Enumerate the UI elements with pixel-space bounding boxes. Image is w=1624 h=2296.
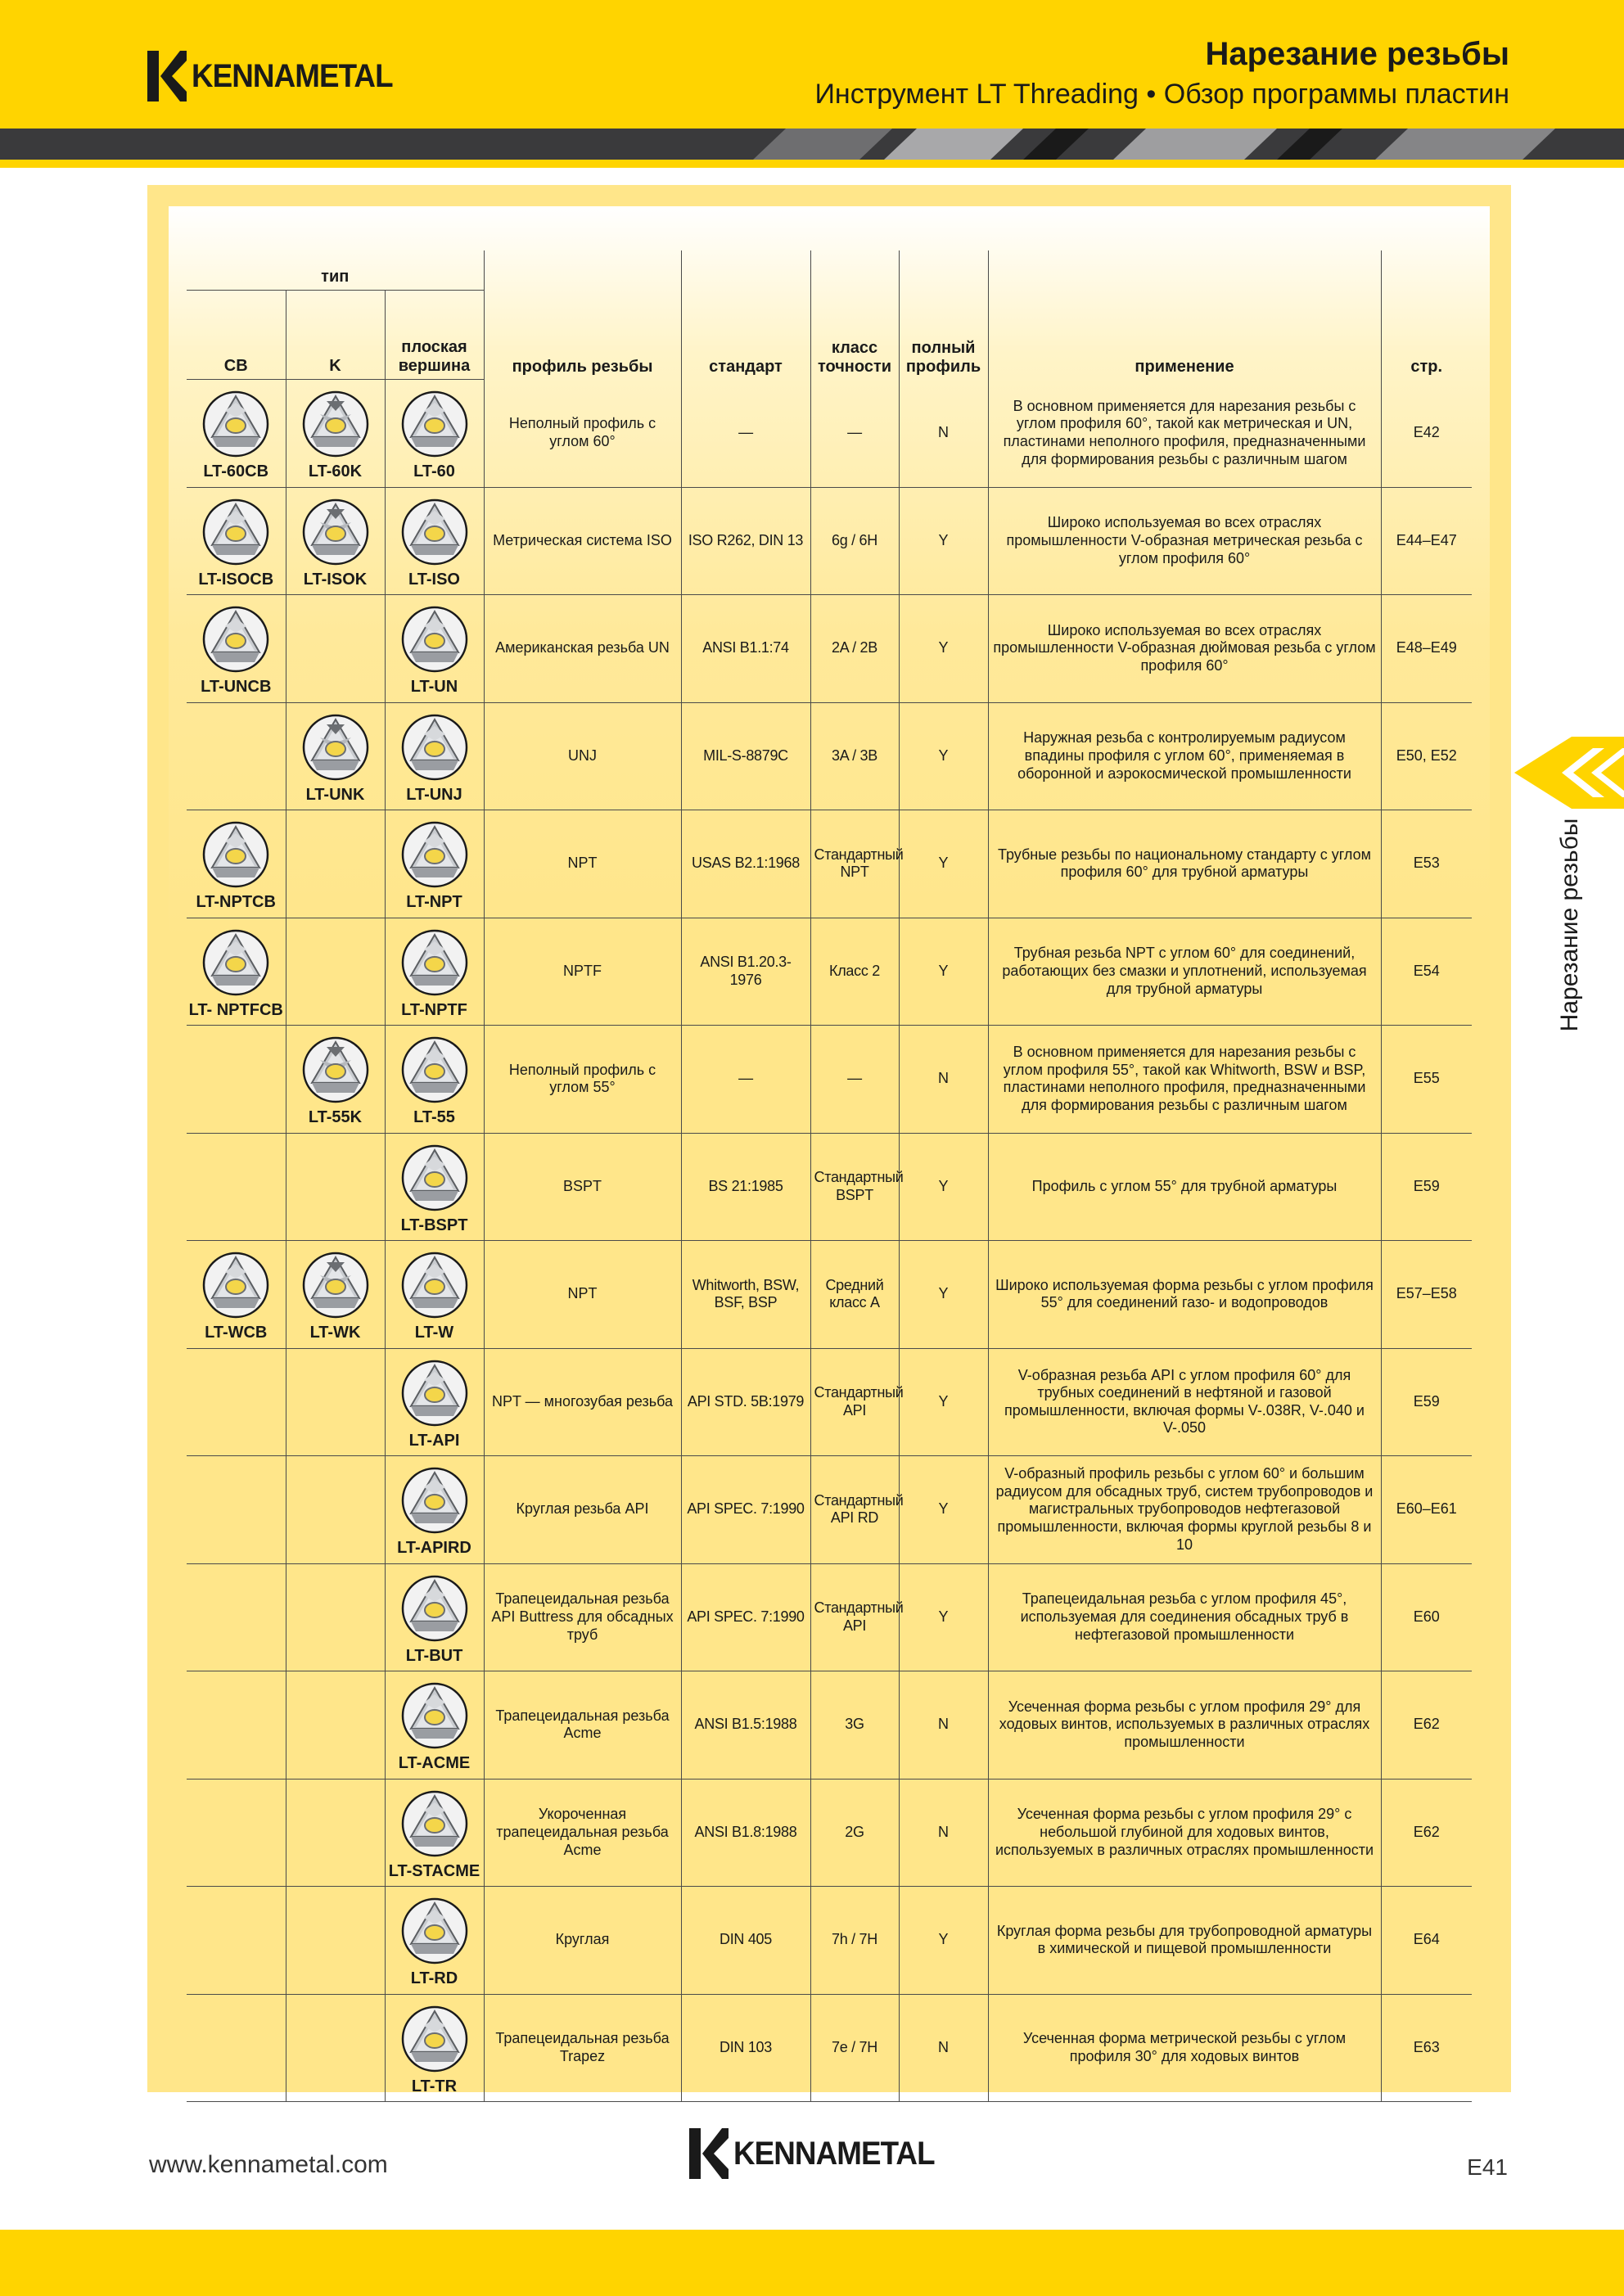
insert-flat-cell xyxy=(385,1133,484,1241)
insert-code: LT-NPT xyxy=(406,893,462,912)
insert-code: LT-NPTCB xyxy=(196,893,276,912)
threading-insert-icon xyxy=(401,1466,468,1540)
page-ref-cell: E62 xyxy=(1381,1671,1472,1780)
standard-cell: API STD. 5B:1979 xyxy=(681,1348,810,1456)
standard-cell: ANSI B1.1:74 xyxy=(681,595,810,703)
class-cell: Стандартный BSPT xyxy=(810,1133,899,1241)
insert-code: LT- NPTFCB xyxy=(188,1000,283,1019)
insert-cb-cell xyxy=(187,595,286,703)
page-header xyxy=(0,0,1624,129)
threading-insert-icon xyxy=(202,390,269,463)
threading-insert-icon xyxy=(401,1143,468,1217)
insert-item xyxy=(389,1569,480,1666)
insert-item xyxy=(389,1031,480,1127)
insert-code: LT-TR xyxy=(411,2077,458,2095)
thread-profile-cell: Трапецеидальная резьба Acme xyxy=(484,1671,681,1780)
threading-insert-icon xyxy=(202,498,269,571)
threading-insert-icon xyxy=(401,820,468,894)
application-cell: Усеченная форма метрической резьбы с углом профиля 30° для ходовых винтов xyxy=(988,1994,1381,2102)
insert-item xyxy=(389,815,480,912)
table-row xyxy=(187,1779,1472,1887)
kennametal-logo xyxy=(147,51,410,101)
insert-code: LT-APIRD xyxy=(397,1539,471,1558)
application-cell: Наружная резьба с контролируемым радиусом впадины профиля с углом 60°, применяемая в оборонной и аэрокосмической промышленности xyxy=(988,702,1381,810)
insert-cb-cell xyxy=(187,1887,286,1995)
application-cell: Трубные резьбы по национальному стандарту с углом профиля 60° для трубной арматуры xyxy=(988,810,1381,918)
class-cell: Стандартный API RD xyxy=(810,1456,899,1564)
insert-k-cell xyxy=(286,1563,385,1671)
insert-item xyxy=(389,1139,480,1235)
class-cell: 2G xyxy=(810,1779,899,1887)
insert-cb-cell xyxy=(187,1241,286,1349)
insert-item xyxy=(389,600,480,697)
thread-profile-cell: UNJ xyxy=(484,702,681,810)
application-header: применение xyxy=(988,250,1381,380)
insert-flat-cell xyxy=(385,1456,484,1564)
page-ref-cell: E59 xyxy=(1381,1133,1472,1241)
standard-cell: MIL-S-8879C xyxy=(681,702,810,810)
page-ref-cell: E57–E58 xyxy=(1381,1241,1472,1349)
threading-insert-icon xyxy=(202,1251,269,1324)
insert-program-table-area xyxy=(169,206,1490,2095)
thread-profile-cell: Круглая xyxy=(484,1887,681,1995)
full-profile-cell: Y xyxy=(899,1563,988,1671)
threading-insert-icon xyxy=(401,1359,468,1432)
application-cell: Широко используемая форма резьбы с углом профиля 55° для соединений газо- и водопроводов xyxy=(988,1241,1381,1349)
full-profile-cell: Y xyxy=(899,1348,988,1456)
full-profile-cell: Y xyxy=(899,1133,988,1241)
header-stripe-accent xyxy=(0,160,1624,168)
threading-insert-icon xyxy=(401,1574,468,1648)
threading-insert-icon xyxy=(401,390,468,463)
insert-item xyxy=(389,1784,480,1881)
threading-insert-icon xyxy=(202,928,269,1002)
page-ref-cell: E55 xyxy=(1381,1026,1472,1134)
thread-profile-cell: Неполный профиль с углом 60° xyxy=(484,380,681,488)
page-ref-cell: E60–E61 xyxy=(1381,1456,1472,1564)
thread-profile-cell: Круглая резьба API xyxy=(484,1456,681,1564)
thread-profile-cell: Трапецеидальная резьба API Buttress для обсадных труб xyxy=(484,1563,681,1671)
class-cell: 7e / 7H xyxy=(810,1994,899,2102)
insert-flat-cell xyxy=(385,1671,484,1780)
table-row xyxy=(187,487,1472,595)
insert-item xyxy=(290,1031,381,1127)
page-ref-cell: E59 xyxy=(1381,1348,1472,1456)
full-profile-cell: N xyxy=(899,1994,988,2102)
insert-cb-cell xyxy=(187,1779,286,1887)
full-profile-cell: N xyxy=(899,1671,988,1780)
table-row xyxy=(187,1133,1472,1241)
insert-overview-table xyxy=(187,250,1472,2102)
table-row xyxy=(187,595,1472,703)
footer-kennametal-logo xyxy=(689,2128,952,2179)
application-cell: Трубная резьба NPT с углом 60° для соединений, работающих без смазки и уплотнений, используемая для трубной арматуры xyxy=(988,918,1381,1026)
table-row xyxy=(187,918,1472,1026)
threading-insert-icon xyxy=(401,1897,468,1970)
insert-code: LT-BUT xyxy=(405,1646,463,1665)
thread-profile-cell: NPT — многозубая резьба xyxy=(484,1348,681,1456)
insert-flat-cell xyxy=(385,702,484,810)
standard-cell: DIN 405 xyxy=(681,1887,810,1995)
insert-item xyxy=(190,1246,282,1342)
insert-item xyxy=(389,1461,480,1558)
insert-code: LT-BSPT xyxy=(400,1216,468,1234)
thread-profile-cell: BSPT xyxy=(484,1133,681,1241)
class-cell: 2A / 2B xyxy=(810,595,899,703)
footer-url[interactable]: www.kennametal.com xyxy=(149,2151,388,2178)
page-ref-cell: E62 xyxy=(1381,1779,1472,1887)
insert-cb-cell xyxy=(187,1994,286,2102)
insert-code: LT-STACME xyxy=(388,1861,480,1880)
thread-profile-cell: NPT xyxy=(484,810,681,918)
insert-k-cell xyxy=(286,1456,385,1564)
threading-insert-icon xyxy=(401,1681,468,1755)
insert-cb-cell xyxy=(187,918,286,1026)
insert-cb-cell xyxy=(187,1348,286,1456)
full-profile-cell: N xyxy=(899,1026,988,1134)
insert-cb-cell xyxy=(187,702,286,810)
thread-profile-cell: Метрическая система ISO xyxy=(484,487,681,595)
application-cell: Трапецеидальная резьба с углом профиля 45°, используемая для соединения обсадных труб в нефтегазовой промышленности xyxy=(988,1563,1381,1671)
kennametal-k-icon xyxy=(689,2128,729,2179)
threading-insert-icon xyxy=(302,1035,369,1109)
class-cell: Стандартный API xyxy=(810,1348,899,1456)
insert-item xyxy=(389,708,480,805)
full-profile-cell: N xyxy=(899,1779,988,1887)
section-tab-arrow-icon xyxy=(1514,737,1624,809)
page-ref-cell: E42 xyxy=(1381,380,1472,488)
class-cell: 6g / 6H xyxy=(810,487,899,595)
flat-top-header: плоская вершина xyxy=(385,291,484,380)
threading-insert-icon xyxy=(302,498,369,571)
application-cell: V-образная резьба API с углом профиля 60° для трубных соединений в нефтяной и газовой промышленности, включая формы V-.038R, V-.040 и V-.050 xyxy=(988,1348,1381,1456)
page-ref-cell: E54 xyxy=(1381,918,1472,1026)
threading-insert-icon xyxy=(401,928,468,1002)
kennametal-k-icon xyxy=(147,51,187,101)
full-profile-cell: Y xyxy=(899,1887,988,1995)
insert-item xyxy=(290,708,381,805)
page-ref-cell: E50, E52 xyxy=(1381,702,1472,810)
logo-wordmark: KENNAMETAL xyxy=(192,57,393,94)
class-cell: 7h / 7H xyxy=(810,1887,899,1995)
standard-cell: API SPEC. 7:1990 xyxy=(681,1563,810,1671)
insert-k-cell xyxy=(286,1779,385,1887)
application-cell: В основном применяется для нарезания резьбы с углом профиля 55°, такой как Whitworth, BSW и BSP, пластинами неполного профиля, предназначенными для формирования резьбы с различным шагом xyxy=(988,1026,1381,1134)
threading-insert-icon xyxy=(302,1251,369,1324)
threading-insert-icon xyxy=(401,1035,468,1109)
application-cell: Профиль с углом 55° для трубной арматуры xyxy=(988,1133,1381,1241)
insert-item xyxy=(190,385,282,481)
insert-cb-cell xyxy=(187,487,286,595)
insert-k-cell xyxy=(286,1348,385,1456)
standard-header: стандарт xyxy=(681,250,810,380)
insert-item xyxy=(389,1246,480,1342)
insert-item xyxy=(389,1892,480,1988)
page-ref-cell: E64 xyxy=(1381,1887,1472,1995)
header-title: Нарезание резьбы xyxy=(1205,36,1509,72)
insert-code: LT-UNJ xyxy=(406,785,462,804)
standard-cell: — xyxy=(681,1026,810,1134)
cb-header: CB xyxy=(187,291,286,380)
insert-cb-cell xyxy=(187,1563,286,1671)
insert-k-cell xyxy=(286,380,385,488)
insert-item xyxy=(389,1676,480,1773)
insert-k-cell xyxy=(286,595,385,703)
insert-cb-cell xyxy=(187,1456,286,1564)
table-row xyxy=(187,1671,1472,1780)
insert-item xyxy=(190,923,282,1020)
table-row xyxy=(187,1887,1472,1995)
class-cell: Класс 2 xyxy=(810,918,899,1026)
insert-code: LT-API xyxy=(408,1431,460,1450)
class-cell: 3A / 3B xyxy=(810,702,899,810)
insert-k-cell xyxy=(286,487,385,595)
thread-profile-cell: Американская резьба UN xyxy=(484,595,681,703)
application-cell: V-образный профиль резьбы с углом 60° и большим радиусом для обсадных труб, систем трубопроводов и магистральных трубопроводов нефтегазовой промышленности, включая формы круглой резьбы 8 и 10 xyxy=(988,1456,1381,1564)
profile-header: профиль резьбы xyxy=(484,250,681,380)
insert-cb-cell xyxy=(187,1133,286,1241)
table-row xyxy=(187,380,1472,488)
threading-insert-icon xyxy=(401,1251,468,1324)
threading-insert-icon xyxy=(302,713,369,787)
threading-insert-icon xyxy=(401,713,468,787)
insert-item xyxy=(190,600,282,697)
class-cell: Стандартный NPT xyxy=(810,810,899,918)
full-profile-cell: Y xyxy=(899,1456,988,1564)
full-profile-cell: Y xyxy=(899,918,988,1026)
application-cell: Усеченная форма резьбы с углом профиля 29° для ходовых винтов, используемых в различных отраслях промышленности xyxy=(988,1671,1381,1780)
standard-cell: ANSI B1.20.3-1976 xyxy=(681,918,810,1026)
insert-k-cell xyxy=(286,1994,385,2102)
insert-k-cell xyxy=(286,702,385,810)
insert-item xyxy=(389,385,480,481)
threading-insert-icon xyxy=(302,390,369,463)
insert-code: LT-ACME xyxy=(398,1754,471,1773)
insert-code: LT-UNK xyxy=(305,785,365,804)
insert-code: LT-UNCB xyxy=(201,678,272,697)
thread-profile-cell: Трапецеидальная резьба Trapez xyxy=(484,1994,681,2102)
thread-profile-cell: NPT xyxy=(484,1241,681,1349)
insert-program-panel xyxy=(147,185,1511,2095)
standard-cell: ANSI B1.5:1988 xyxy=(681,1671,810,1780)
table-row xyxy=(187,1994,1472,2102)
page-ref-cell: E60 xyxy=(1381,1563,1472,1671)
full-profile-cell: Y xyxy=(899,702,988,810)
insert-code: LT-55K xyxy=(308,1108,363,1127)
insert-item xyxy=(290,1246,381,1342)
insert-flat-cell xyxy=(385,1348,484,1456)
standard-cell: BS 21:1985 xyxy=(681,1133,810,1241)
insert-flat-cell xyxy=(385,380,484,488)
insert-flat-cell xyxy=(385,1779,484,1887)
class-cell: Стандартный API xyxy=(810,1563,899,1671)
standard-cell: API SPEC. 7:1990 xyxy=(681,1456,810,1564)
insert-item xyxy=(290,385,381,481)
header-stripe xyxy=(0,129,1624,160)
insert-item xyxy=(190,815,282,912)
insert-flat-cell xyxy=(385,810,484,918)
thread-profile-cell: Неполный профиль с углом 55° xyxy=(484,1026,681,1134)
standard-cell: USAS B2.1:1968 xyxy=(681,810,810,918)
insert-code: LT-W xyxy=(414,1324,454,1342)
insert-item xyxy=(290,493,381,589)
insert-code: LT-WK xyxy=(309,1324,361,1342)
insert-code: LT-UN xyxy=(410,678,458,697)
application-cell: Широко используемая во всех отраслях промышленности V-образная метрическая резьба с углом профиля 60° xyxy=(988,487,1381,595)
section-tab-label: Нарезание резьбы xyxy=(1556,818,1583,1032)
class-header: класс точности xyxy=(810,250,899,380)
insert-cb-cell xyxy=(187,810,286,918)
page-ref-cell: E48–E49 xyxy=(1381,595,1472,703)
insert-cb-cell xyxy=(187,1671,286,1780)
insert-code: LT-NPTF xyxy=(401,1000,467,1019)
insert-k-cell xyxy=(286,1133,385,1241)
class-cell: Средний класс A xyxy=(810,1241,899,1349)
insert-code: LT-ISOK xyxy=(303,570,368,589)
insert-k-cell xyxy=(286,1887,385,1995)
insert-item xyxy=(389,493,480,589)
insert-code: LT-ISOCB xyxy=(198,570,274,589)
page-number: E41 xyxy=(1467,2154,1508,2180)
insert-k-cell xyxy=(286,1671,385,1780)
insert-flat-cell xyxy=(385,595,484,703)
class-cell: 3G xyxy=(810,1671,899,1780)
class-cell: — xyxy=(810,1026,899,1134)
threading-insert-icon xyxy=(202,605,269,679)
standard-cell: DIN 103 xyxy=(681,1994,810,2102)
insert-flat-cell xyxy=(385,1994,484,2102)
threading-insert-icon xyxy=(401,498,468,571)
standard-cell: Whitworth, BSW, BSF, BSP xyxy=(681,1241,810,1349)
insert-code: LT-60 xyxy=(413,462,455,481)
insert-cb-cell xyxy=(187,1026,286,1134)
threading-insert-icon xyxy=(401,2005,468,2078)
threading-insert-icon xyxy=(401,605,468,679)
standard-cell: — xyxy=(681,380,810,488)
insert-item xyxy=(389,1354,480,1450)
insert-code: LT-RD xyxy=(410,1969,458,1988)
insert-k-cell xyxy=(286,918,385,1026)
insert-item xyxy=(389,923,480,1020)
insert-code: LT-WCB xyxy=(205,1324,268,1342)
insert-flat-cell xyxy=(385,918,484,1026)
insert-flat-cell xyxy=(385,487,484,595)
standard-cell: ISO R262, DIN 13 xyxy=(681,487,810,595)
table-row xyxy=(187,1456,1472,1564)
insert-k-cell xyxy=(286,1026,385,1134)
full-profile-cell: Y xyxy=(899,487,988,595)
table-row xyxy=(187,1563,1472,1671)
full-profile-header: полный профиль xyxy=(899,250,988,380)
standard-cell: ANSI B1.8:1988 xyxy=(681,1779,810,1887)
insert-item xyxy=(389,2000,480,2096)
full-profile-cell: N xyxy=(899,380,988,488)
table-row xyxy=(187,702,1472,810)
full-profile-cell: Y xyxy=(899,810,988,918)
class-cell: — xyxy=(810,380,899,488)
insert-cb-cell xyxy=(187,380,286,488)
threading-insert-icon xyxy=(401,1789,468,1863)
table-row xyxy=(187,1026,1472,1134)
footer-bar xyxy=(0,2230,1624,2296)
threading-insert-icon xyxy=(202,820,269,894)
table-row xyxy=(187,810,1472,918)
insert-code: LT-55 xyxy=(413,1108,455,1127)
page-header-col: стр. xyxy=(1381,250,1472,380)
insert-code: LT-60K xyxy=(308,462,363,481)
insert-code: LT-60CB xyxy=(203,462,269,481)
application-cell: Круглая форма резьбы для трубопроводной арматуры в химической и пищевой промышленности xyxy=(988,1887,1381,1995)
insert-k-cell xyxy=(286,810,385,918)
insert-item xyxy=(190,493,282,589)
insert-code: LT-ISO xyxy=(408,570,460,589)
page-ref-cell: E44–E47 xyxy=(1381,487,1472,595)
insert-k-cell xyxy=(286,1241,385,1349)
insert-flat-cell xyxy=(385,1563,484,1671)
header-subtitle: Инструмент LT Threading • Обзор программы пластин xyxy=(814,79,1509,110)
thread-profile-cell: Укороченная трапецеидальная резьба Acme xyxy=(484,1779,681,1887)
table-row xyxy=(187,1241,1472,1349)
k-header: K xyxy=(286,291,385,380)
full-profile-cell: Y xyxy=(899,1241,988,1349)
application-cell: Усеченная форма резьбы с углом профиля 29° с небольшой глубиной для ходовых винтов, используемых в различных отраслях промышленности xyxy=(988,1779,1381,1887)
logo-wordmark: KENNAMETAL xyxy=(733,2135,935,2172)
application-cell: Широко используемая во всех отраслях промышленности V-образная дюймовая резьба с углом профиля 60° xyxy=(988,595,1381,703)
type-header: тип xyxy=(187,250,484,291)
page-ref-cell: E63 xyxy=(1381,1994,1472,2102)
thread-profile-cell: NPTF xyxy=(484,918,681,1026)
insert-flat-cell xyxy=(385,1887,484,1995)
page-ref-cell: E53 xyxy=(1381,810,1472,918)
insert-flat-cell xyxy=(385,1026,484,1134)
insert-flat-cell xyxy=(385,1241,484,1349)
table-row xyxy=(187,1348,1472,1456)
full-profile-cell: Y xyxy=(899,595,988,703)
application-cell: В основном применяется для нарезания резьбы с углом профиля 60°, такой как метрическая и UN, пластинами неполного профиля, предназначенными для формирования резьбы с различным шагом xyxy=(988,380,1381,488)
